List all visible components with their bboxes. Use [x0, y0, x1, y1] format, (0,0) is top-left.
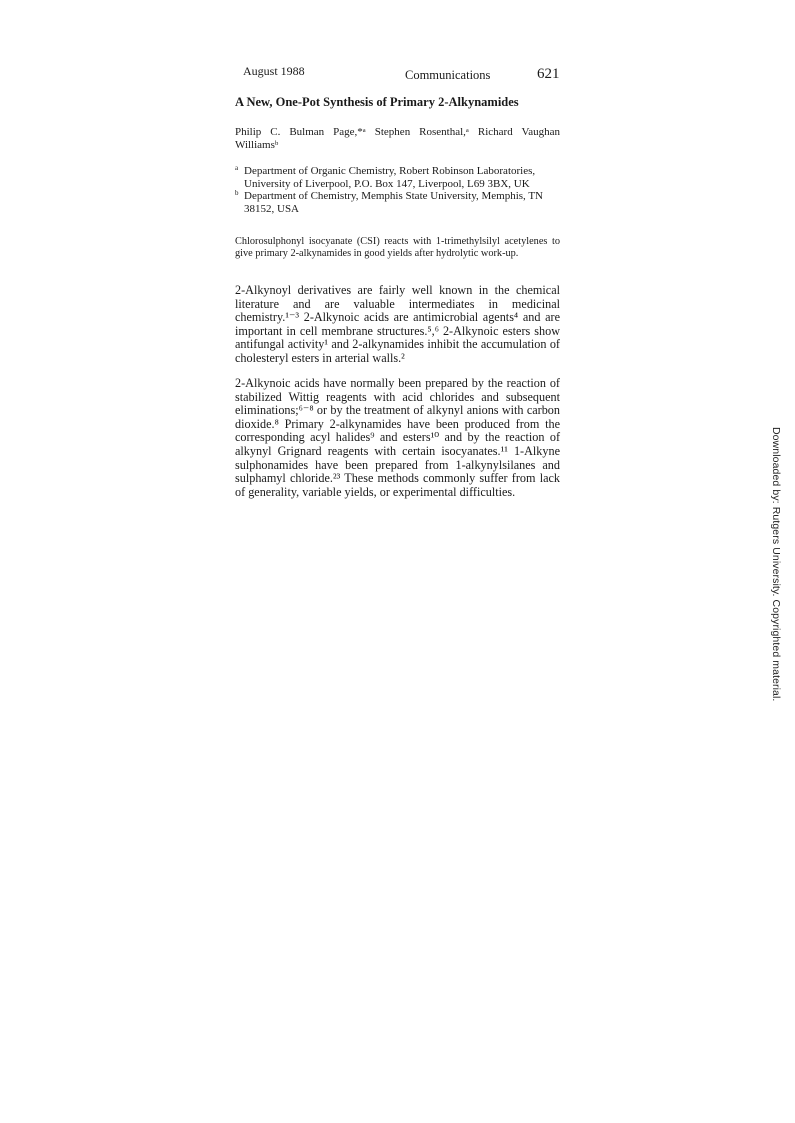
- affiliation-a: [235, 165, 560, 190]
- page-date: August 1988: [243, 64, 305, 78]
- author-list: Philip C. Bulman Page,*ᵃ Stephen Rosenthal,ᵃ Richard Vaughan Williamsᵇ: [235, 126, 560, 151]
- article-title: A New, One-Pot Synthesis of Primary 2-Alkynamides: [235, 95, 519, 109]
- download-notice: Downloaded by: Rutgers University. Copyrighted material.: [770, 427, 782, 702]
- body-paragraph: 2-Alkynoyl derivatives are fairly well known in the chemical literature and are valuable intermediates in medicinal chemistry.¹⁻³ 2-Alkynoic acids are antimicrobial agents⁴ and are important in cell membrane structures.⁵,⁶ 2-Alkynoic esters show antifungal activity¹ and 2-alkynamides inhibit the accumulation of cholesteryl esters in arterial walls.²: [235, 283, 560, 365]
- journal-section: Communications: [405, 68, 491, 82]
- affiliation-b: [235, 190, 560, 215]
- affiliation-marker: a: [235, 164, 239, 172]
- affiliations: [235, 165, 560, 215]
- affiliation-text: Department of Organic Chemistry, Robert Robinson Laboratories, University of Liverpool, P.O. Box 147, Liverpool, L69 3BX, UK: [244, 165, 536, 190]
- page-number: 621: [537, 66, 560, 82]
- affiliation-marker: b: [235, 189, 239, 197]
- affiliation-text: Department of Chemistry, Memphis State University, Memphis, TN 38152, USA: [244, 190, 543, 215]
- body-paragraph: 2-Alkynoic acids have normally been prepared by the reaction of stabilized Wittig reagents with acid chlorides and subsequent eliminations;⁶⁻⁸ or by the treatment of alkynyl anions with carbon dioxide.⁸ Primary 2-alkynamides have been produced from the corresponding acyl halides⁹ and esters¹⁰ and by the reaction of alkynyl Grignard reagents with certain isocyanates.¹¹ 1-Alkyne sulphonamides have been prepared from 1-alkynylsilanes and sulphamyl chloride.²³ These methods commonly suffer from lack of generality, variable yields, or experimental difficulties.: [235, 376, 560, 499]
- abstract: Chlorosulphonyl isocyanate (CSI) reacts with 1-trimethylsilyl acetylenes to give primary 2-alkynamides in good yields after hydrolytic work-up.: [235, 236, 560, 259]
